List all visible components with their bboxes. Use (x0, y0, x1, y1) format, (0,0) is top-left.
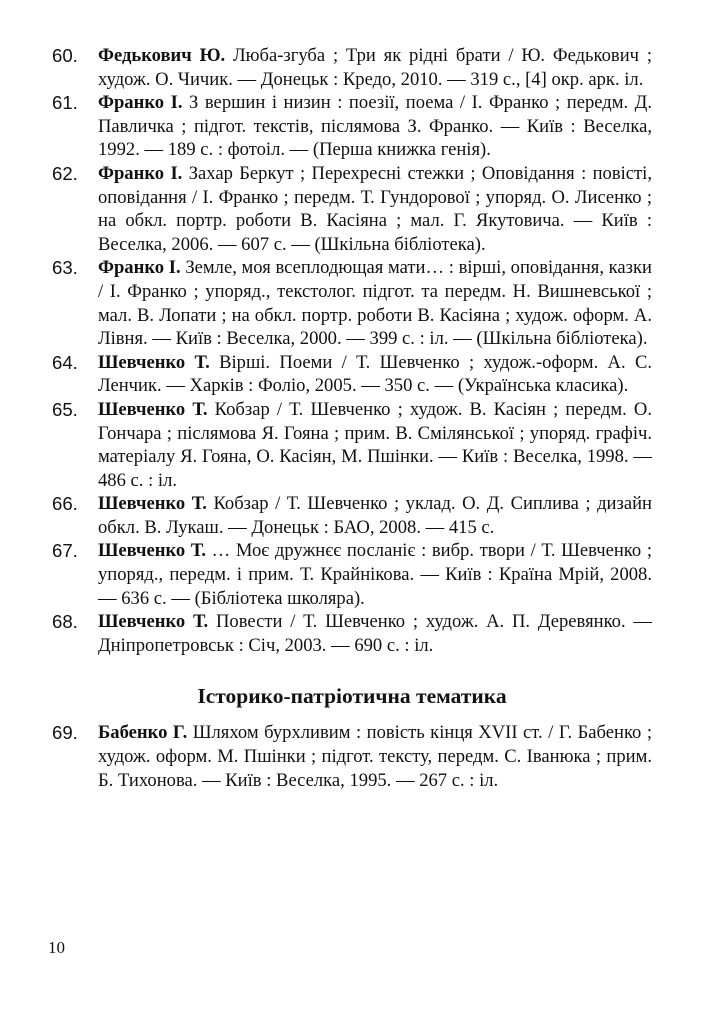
bibliography-entry (52, 91, 652, 162)
entry-number: 63. (52, 257, 78, 279)
entry-author: Бабенко Г. (98, 722, 188, 744)
entry-number: 61. (52, 92, 78, 114)
entry-author: Шевченко Т. (98, 351, 210, 373)
entry-number: 64. (52, 351, 78, 373)
entry-author: Франко І. (98, 92, 183, 114)
entry-number: 62. (52, 162, 78, 184)
entry-number: 67. (52, 540, 78, 562)
bibliography-entry (52, 610, 652, 657)
bibliography-entry (52, 539, 652, 610)
entry-text: Земле, моя всеплодющая мати… : вірші, оповідання, казки / І. Франко ; упоряд., текстолог. підгот. та передм. Н. Вишневської ; мал. В. Лопати ; на обкл. портр. роботи В. Касіяна ; худож. оформ. А. Лівня. — Київ : Веселка, 2000. — 399 с. : іл. — (Шкільна бібліотека). (98, 257, 652, 350)
bibliography-entry (52, 162, 652, 256)
bibliography-entry (52, 256, 652, 350)
entry-author: Шевченко Т. (98, 611, 209, 633)
entry-text: Люба-згуба ; Три як рідні брати / Ю. Федькович ; худож. О. Чичик. — Донецьк : Кредо, 2010. — 319 с., [4] окр. арк. іл. (98, 45, 652, 90)
entry-number: 60. (52, 45, 78, 66)
bibliography-entry (52, 44, 652, 91)
entry-author: Шевченко Т. (98, 398, 208, 420)
entry-text: … Моє дружнєє посланіє : вибр. твори / Т. Шевченко ; упоряд., передм. і прим. Т. Крайнікова. — Київ : Країна Мрій, 2008. — 636 с. — (Бібліотека школяра). (98, 540, 652, 609)
bibliography-list (52, 44, 652, 792)
bibliography-entry (52, 351, 652, 398)
entry-number: 69. (52, 722, 78, 744)
entry-number: 65. (52, 398, 78, 420)
entry-text: Кобзар / Т. Шевченко ; уклад. О. Д. Сиплива ; дизайн обкл. В. Лукаш. — Донецьк : БАО, 2008. — 415 с. (98, 493, 652, 538)
entry-text: Вірші. Поеми / Т. Шевченко ; худож.-оформ. А. С. Ленчик. — Харків : Фоліо, 2005. — 350 с. — (Українська класика). (98, 351, 652, 397)
entry-text: З вершин і низин : поезії, поема / І. Франко ; передм. Д. Павличка ; підгот. текстів, післямова З. Франко. — Київ : Веселка, 1992. — 189 с. : фотоіл. — (Перша книжка генія). (98, 92, 653, 161)
entry-number: 66. (52, 493, 78, 515)
bibliography-entry (52, 721, 652, 792)
entry-author: Франко І. (98, 162, 183, 184)
bibliography-entry (52, 398, 652, 492)
bibliography-entry (52, 492, 652, 539)
entry-text: Шляхом бурхливим : повість кінця XVII ст. / Г. Бабенко ; худож. оформ. М. Пшінки ; підгот. тексту, передм. С. Іванюка ; прим. Б. Тихонова. — Київ : Веселка, 1995. — 267 с. : іл. (98, 722, 652, 791)
entry-text: Кобзар / Т. Шевченко ; худож. В. Касіян ; передм. О. Гончара ; післямова Я. Гояна ; прим. В. Смілянської ; упоряд. графіч. матеріалу Я. Гояна, О. Касіян, М. Пшінки. — Київ : Веселка, 1998. — 486 с. : іл. (98, 398, 652, 491)
page-number: 10 (48, 938, 65, 957)
entry-text: Повести / Т. Шевченко ; худож. А. П. Деревянко. — Дніпропетровськ : Січ, 2003. — 690 с. : іл. (98, 611, 652, 656)
entry-author: Федькович Ю. (98, 45, 226, 66)
section-heading: Історико-патріотична тематика (197, 684, 507, 709)
entry-text: Захар Беркут ; Перехресні стежки ; Оповідання : повісті, оповідання / І. Франко ; передм. Т. Гундорової ; упоряд. О. Лисенко ; на обкл. портр. роботи В. Касіяна ; мал. Г. Якутовича. — Київ : Веселка, 2006. — 607 с. — (Шкільна бібліотека). (98, 162, 652, 255)
entry-author: Франко І. (98, 257, 181, 279)
entry-author: Шевченко Т. (98, 493, 207, 515)
entry-number: 68. (52, 611, 78, 633)
entry-author: Шевченко Т. (98, 540, 207, 562)
